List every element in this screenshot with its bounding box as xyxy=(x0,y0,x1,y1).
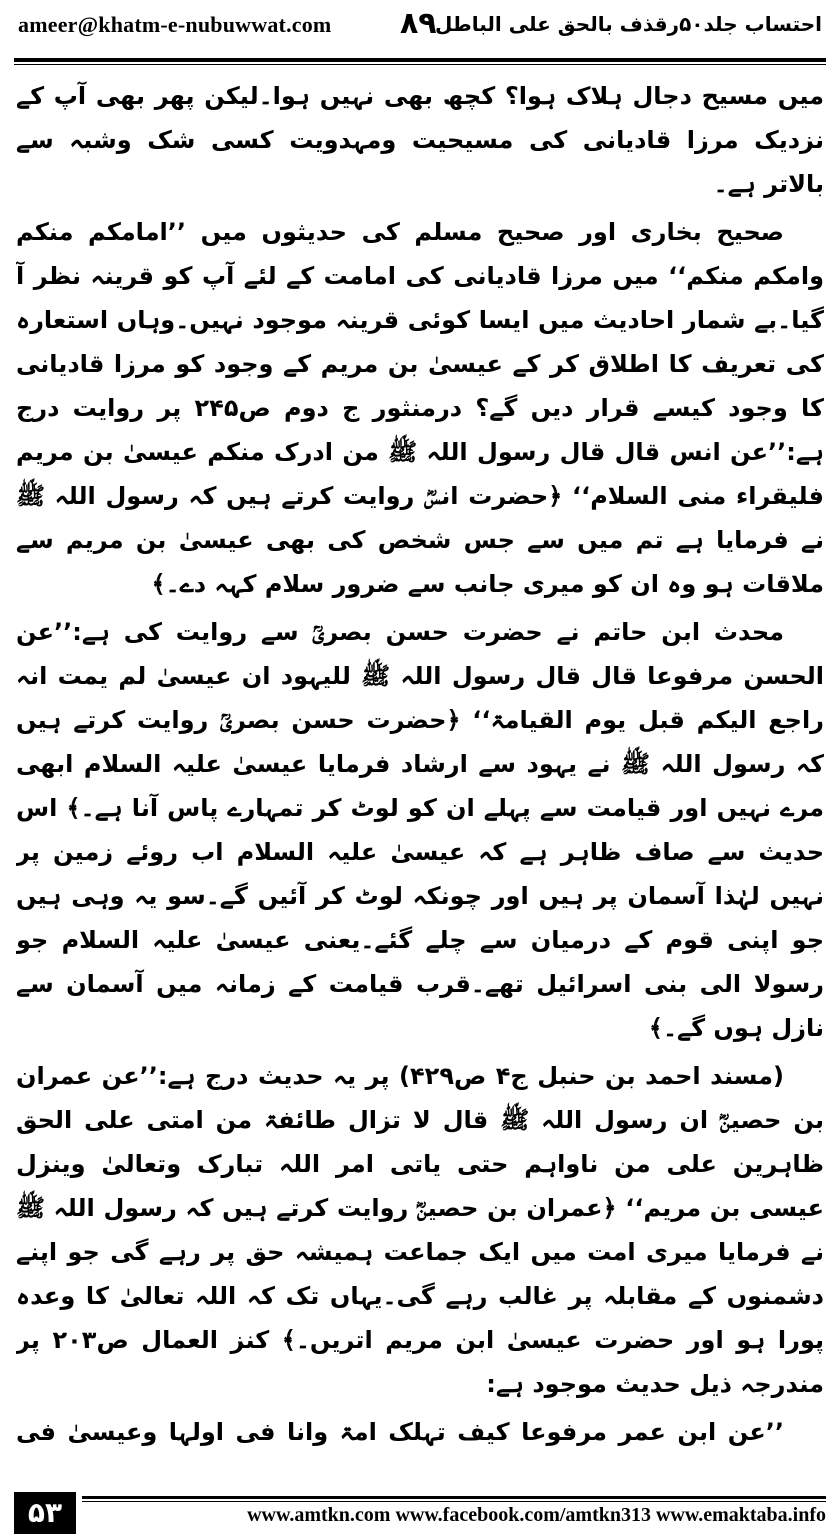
page-footer xyxy=(0,1478,840,1540)
paragraph-4: (مسند احمد بن حنبل ج۴ ص۴۲۹) پر یہ حدیث درج ہے:’’عن عمران بن حصینؓ ان رسول اللہ ﷺ قال لا تزال طائفۃ من امتی علی الحق ظاہرین علی من ناواہم حتی یاتی امر اللہ تبارک وتعالیٰ وینزل عیسی بن مریم‘‘ ﴿عمران بن حصینؓ روایت کرتے ہیں کہ رسول اللہ ﷺ نے فرمایا میری امت میں ایک جماعت ہمیشہ حق پر رہے گی جو اپنے دشمنوں کے مقابلہ پر غالب رہے گی۔یہاں تک کہ اللہ تعالیٰ کا وعدہ پورا ہو اور حضرت عیسیٰ ابن مریم اتریں۔﴾ کنز العمال ص۲۰۳ پر مندرجہ ذیل حدیث موجود ہے: xyxy=(16,1062,824,1398)
footer-page-number: ۵۳ xyxy=(27,1496,63,1529)
header-book-title: احتساب جلد۵۰رقذف بالحق علی الباطل xyxy=(435,12,822,36)
header-email: ameer@khatm-e-nubuwwat.com xyxy=(18,12,332,37)
header-rule xyxy=(14,58,826,62)
footer-urls: www.amtkn.com www.facebook.com/amtkn313 www.emaktaba.info xyxy=(247,1504,826,1526)
paragraph-2: صحیح بخاری اور صحیح مسلم کی حدیثوں میں ’’امامکم منکم وامکم منکم‘‘ میں مرزا قادیانی کی امامت کے لئے آپ کو قرینہ نظر آ گیا۔بے شمار احادیث میں ایسا کوئی قرینہ موجود نہیں۔وہاں استعارہ کی تعریف کا اطلاق کر کے عیسیٰ بن مریم کے وجود کو مرزا قادیانی کا وجود کیسے قرار دیں گے؟ درمنثور ج دوم ص۲۴۵ پر روایت درج ہے:’’عن انس قال قال رسول اللہ ﷺ من ادرک منکم عیسیٰ بن مریم فلیقراء منی السلام‘‘ ﴿حضرت انسؓ روایت کرتے ہیں کہ رسول اللہ ﷺ نے فرمایا ہے تم میں سے جس شخص کی بھی عیسیٰ بن مریم سے ملاقات ہو وہ ان کو میری جانب سے ضرور سلام کہہ دے۔﴾ xyxy=(16,218,824,598)
page-header xyxy=(0,0,840,56)
footer-rule-thin xyxy=(82,1501,826,1502)
header-page-number: ٨٩ xyxy=(400,6,437,41)
page-body xyxy=(16,74,824,1454)
paragraph-1: میں مسیح دجال ہلاک ہوا؟ کچھ بھی نہیں ہوا۔لیکن پھر بھی آپ کے نزدیک مرزا قادیانی کی مسیحیت ومہدویت کسی شک وشبہ سے بالاتر ہے۔ xyxy=(16,82,824,198)
paragraph-5: ’’عن ابن عمر مرفوعا کیف تہلک امۃ وانا فی اولہا وعیسیٰ فی xyxy=(16,1418,784,1446)
footer-rule xyxy=(82,1496,826,1499)
header-rule-thin xyxy=(14,64,826,65)
paragraph-3: محدث ابن حاتم نے حضرت حسن بصریؒ سے روایت کی ہے:’’عن الحسن مرفوعا قال قال رسول اللہ ﷺ للیہود ان عیسیٰ لم یمت انہ راجع الیکم قبل یوم القیامۃ‘‘ ﴿حضرت حسن بصریؒ روایت کرتے ہیں کہ رسول اللہ ﷺ نے یہود سے ارشاد فرمایا عیسیٰ علیہ السلام ابھی مرے نہیں اور قیامت سے پہلے ان کو لوٹ کر تمہارے پاس آنا ہے۔﴾ اس حدیث سے صاف ظاہر ہے کہ عیسیٰ علیہ السلام اب روئے زمین پر نہیں لہٰذا آسمان پر ہیں اور چونکہ لوٹ کر آئیں گے۔سو یہ وہی ہیں جو اپنی قوم کے درمیان سے چلے گئے۔یعنی عیسیٰ علیہ السلام جو رسولا الی بنی اسرائیل تھے۔قرب قیامت کے زمانہ میں آسمان سے نازل ہوں گے۔﴾ xyxy=(16,618,824,1042)
